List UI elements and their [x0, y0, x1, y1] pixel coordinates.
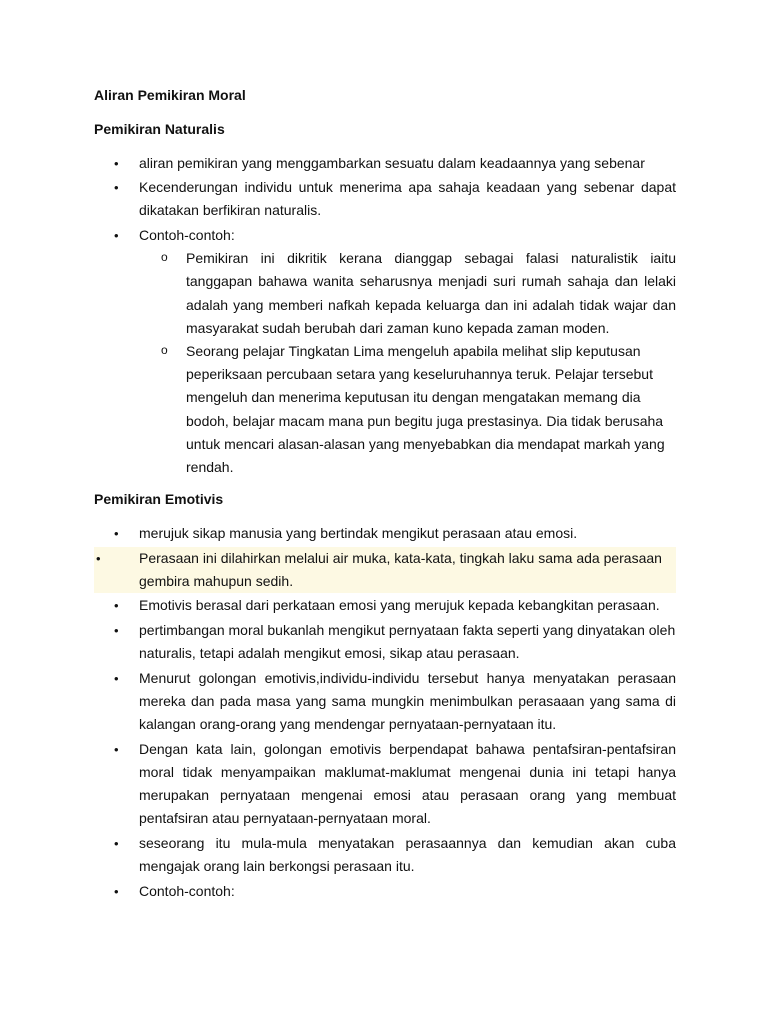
list-item — [94, 224, 676, 479]
bullet-icon: • — [114, 155, 119, 171]
sub-bullet-icon: o — [161, 250, 168, 265]
sub-list-item-text: Seorang pelajar Tingkatan Lima mengeluh apabila melihat slip keputusan peperiksaan percubaan setara yang keseluruhannya teruk. Pelajar tersebut mengeluh dan menerima keputusan itu dengan mengatakan memang dia bodoh, belajar macam mana pun begitu juga prestasinya. Dia tidak berusaha untuk mencari alasan-alasan yang menyebabkan dia mendapat markah yang rendah. — [186, 343, 665, 476]
list-item-text: seseorang itu mula-mula menyatakan perasaannya dan kemudian akan cuba mengajak orang lain berkongsi perasaan itu. — [139, 835, 676, 875]
sub-list-item — [139, 247, 676, 340]
list-item — [94, 594, 676, 617]
list-item-text: Menurut golongan emotivis,individu-individu tersebut hanya menyatakan perasaan mereka dan pada masa yang sama mungkin menimbulkan perasaaan yang sama di kalangan orang-orang yang mendengar pernyataan-pernyataan itu. — [139, 669, 676, 733]
section-heading-emotivis: Pemikiran Emotivis — [94, 491, 224, 508]
bullet-icon: • — [114, 883, 119, 899]
list-item — [94, 832, 676, 878]
list-item-text: Contoh-contoh: — [139, 226, 235, 243]
bullet-icon: • — [96, 550, 101, 566]
bullet-icon: • — [114, 741, 119, 757]
list-item-text: aliran pemikiran yang menggambarkan sesuatu dalam keadaannya yang sebenar — [139, 154, 645, 171]
list-item-text: Kecenderungan individu untuk menerima apa sahaja keadaan yang sebenar dapat dikatakan berfikiran naturalis. — [139, 179, 676, 219]
bullet-icon: • — [114, 180, 119, 196]
sub-list-item-text: Pemikiran ini dikritik kerana dianggap sebagai falasi naturalistik iaitu tanggapan bahawa wanita seharusnya menjadi suri rumah sahaja dan lelaki adalah yang memberi nafkah kepada keluarga dan ini adalah tidak wajar dan masyarakat sudah berubah dari zaman kuno kepada zaman moden. — [186, 250, 676, 336]
list-item-text: Dengan kata lain, golongan emotivis berpendapat bahawa pentafsiran-pentafsiran moral tidak menyampaikan maklumat-maklumat mengenai dunia ini tetapi hanya merupakan pernyataan mengenai emosi atau perasaan orang yang membuat pentafsiran atau pernyataan-pernyataan moral. — [139, 740, 676, 827]
list-item-text: merujuk sikap manusia yang bertindak mengikut perasaan atau emosi. — [139, 525, 578, 542]
list-item — [94, 880, 676, 903]
naturalis-bullet-list — [94, 152, 676, 480]
list-item — [94, 522, 676, 545]
bullet-icon: • — [114, 670, 119, 686]
list-item — [94, 738, 676, 831]
list-item — [94, 667, 676, 737]
list-item-text: pertimbangan moral bukanlah mengikut pernyataan fakta seperti yang dinyatakan oleh naturalis, tetapi adalah mengikut emosi, sikap atau perasaan. — [139, 622, 676, 662]
document-title: Aliran Pemikiran Moral — [94, 87, 246, 103]
bullet-icon: • — [114, 227, 119, 243]
list-item — [94, 619, 676, 665]
sub-bullet-icon: o — [161, 343, 168, 357]
sub-list-item — [139, 340, 676, 479]
list-item-text: Perasaan ini dilahirkan melalui air muka, kata-kata, tingkah laku sama ada perasaan gembira mahupun sedih. — [139, 549, 662, 589]
list-item-text: Emotivis berasal dari perkataan emosi yang merujuk kepada kebangkitan perasaan. — [139, 597, 660, 614]
naturalis-example-list — [139, 247, 676, 479]
bullet-icon: • — [114, 836, 119, 851]
emotivis-bullet-list — [94, 522, 676, 903]
bullet-icon: • — [114, 598, 119, 614]
bullet-icon: • — [114, 623, 119, 638]
list-item-text: Contoh-contoh: — [139, 882, 235, 899]
section-heading-naturalis: Pemikiran Naturalis — [94, 120, 225, 137]
list-item — [94, 176, 676, 222]
list-item — [94, 152, 676, 175]
highlighted-list-item — [94, 547, 676, 593]
document-page — [94, 84, 676, 912]
bullet-icon: • — [114, 526, 119, 542]
